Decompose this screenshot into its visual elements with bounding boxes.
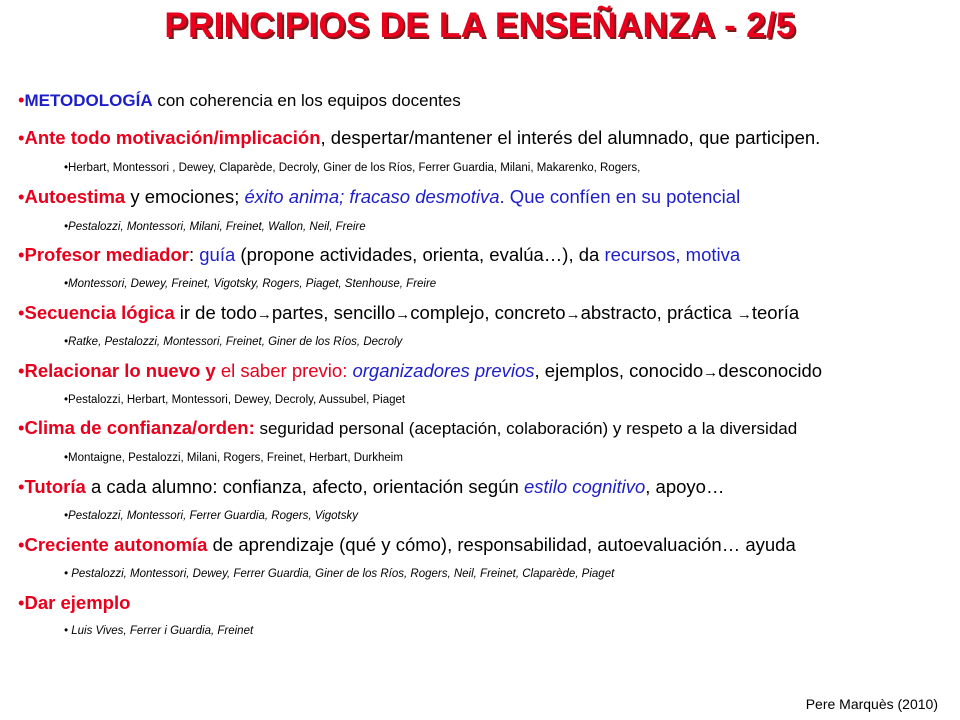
sub-bullet: •	[64, 278, 69, 290]
bullet: •	[18, 89, 25, 110]
sub-bullet: •	[64, 510, 69, 522]
authors-autonomia: • Pestalozzi, Montessori, Dewey, Ferrer Guardia, Giner de los Ríos, Rogers, Neil, Freinet, Claparède, Piaget	[64, 568, 615, 580]
authors-relacionar: •Pestalozzi, Herbart, Montessori, Dewey, Decroly, Aussubel, Piaget	[64, 394, 406, 406]
authors-motivacion: •Herbart, Montessori , Dewey, Claparède, Decroly, Giner de los Ríos, Ferrer Guardia, Milani, Makarenko, Rogers,	[64, 162, 641, 174]
principle-relacionar: •Relacionar lo nuevo y el saber previo: organizadores previos, ejemplos, conocido→desconocido	[18, 360, 823, 381]
sub-bullet: •	[64, 394, 69, 406]
sub-bullet: •	[64, 162, 69, 174]
sub-bullet: •	[64, 336, 69, 348]
authors-tutoria: •Pestalozzi, Montessori, Ferrer Guardia, Rogers, Vigotsky	[64, 510, 358, 522]
principle-metodologia: •METODOLOGÍA con coherencia en los equipos docentes	[18, 89, 461, 110]
authors-profesor-mediador: •Montessori, Dewey, Freinet, Vigotsky, Rogers, Piaget, Stenhouse, Freire	[64, 278, 437, 290]
bullet: •	[18, 534, 25, 555]
arrow-right-icon: →	[736, 306, 752, 323]
arrow-right-icon: →	[565, 306, 581, 323]
authors-secuencia-logica: •Ratke, Pestalozzi, Montessori, Freinet, Giner de los Ríos, Decroly	[64, 336, 403, 348]
arrow-right-icon: →	[256, 306, 272, 323]
page-title: PRINCIPIOS DE LA ENSEÑANZA - 2/5	[164, 6, 796, 45]
principle-motivacion: •Ante todo motivación/implicación, despertar/mantener el interés del alumnado, que participen.	[18, 127, 821, 148]
principle-profesor-mediador: •Profesor mediador: guía (propone actividades, orienta, evalúa…), da recursos, motiva	[18, 244, 741, 265]
sub-bullet: •	[64, 452, 69, 464]
bullet: •	[18, 186, 25, 207]
sub-bullet: •	[64, 221, 69, 233]
bullet: •	[18, 360, 25, 381]
principle-dar-ejemplo: •Dar ejemplo	[18, 592, 131, 613]
authors-dar-ejemplo: • Luis Vives, Ferrer i Guardia, Freinet	[64, 625, 254, 637]
principle-autoestima: •Autoestima y emociones; éxito anima; fracaso desmotiva. Que confíen en su potencial	[18, 186, 741, 207]
bullet: •	[18, 302, 25, 323]
bullet: •	[18, 127, 25, 148]
footer-credit: Pere Marquès (2010)	[805, 696, 938, 712]
arrow-right-icon: →	[395, 306, 411, 323]
principle-tutoria: •Tutoría a cada alumno: confianza, afecto, orientación según estilo cognitivo, apoyo…	[18, 476, 725, 497]
sub-bullet: •	[64, 625, 69, 637]
authors-autoestima: •Pestalozzi, Montessori, Milani, Freinet, Wallon, Neil, Freire	[64, 221, 366, 233]
principle-clima: •Clima de confianza/orden: seguridad personal (aceptación, colaboración) y respeto a la diversidad	[18, 417, 798, 438]
bullet: •	[18, 417, 25, 438]
principle-secuencia-logica: •Secuencia lógica ir de todo→partes, sencillo→complejo, concreto→abstracto, práctica →teoría	[18, 302, 800, 323]
bullet: •	[18, 244, 25, 265]
authors-clima: •Montaigne, Pestalozzi, Milani, Rogers, Freinet, Herbart, Durkheim	[64, 452, 403, 464]
arrow-right-icon: →	[703, 364, 719, 381]
bullet: •	[18, 476, 25, 497]
bullet: •	[18, 592, 25, 613]
principle-autonomia: •Creciente autonomía de aprendizaje (qué y cómo), responsabilidad, autoevaluación… ayuda	[18, 534, 796, 555]
sub-bullet: •	[64, 568, 69, 580]
